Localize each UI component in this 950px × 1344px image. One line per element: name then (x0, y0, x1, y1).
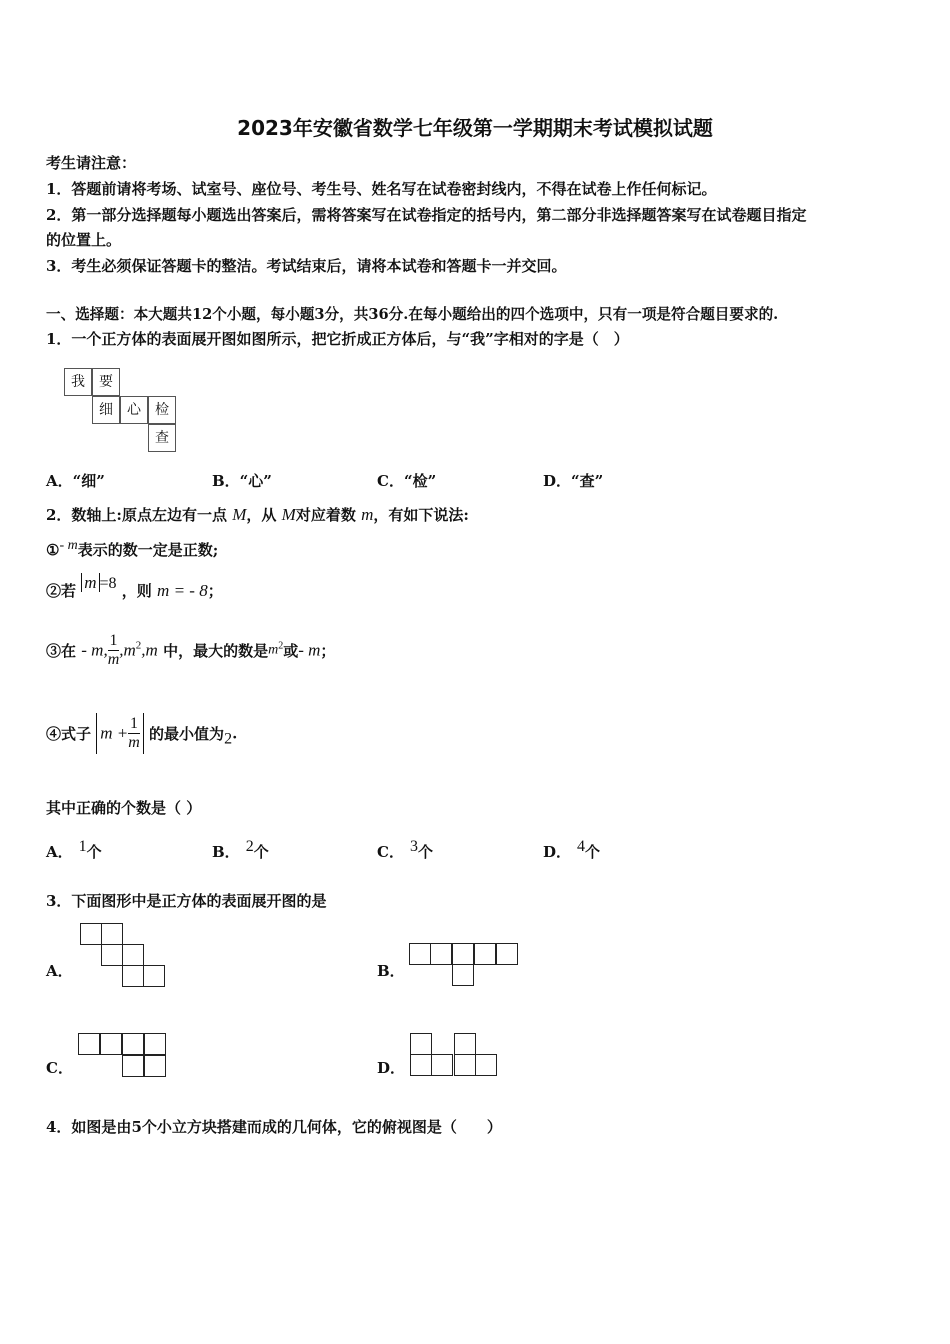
net-square (80, 923, 102, 945)
net-square (78, 1033, 100, 1055)
q2-statement-2 (46, 573, 223, 601)
net-cell: 要 (92, 368, 120, 396)
net-square (454, 1033, 476, 1055)
net-square (430, 943, 452, 965)
q1-option-a[interactable]: A．“细” (46, 472, 105, 490)
math: =8 (99, 575, 117, 592)
abs-expr (96, 713, 144, 754)
text: ； (320, 642, 336, 660)
q1-option-b[interactable]: B．“心” (212, 472, 272, 490)
text: . (232, 724, 238, 743)
net-square (452, 964, 474, 986)
text: 中，最大的数是 (163, 642, 269, 660)
option-unit: 个 (86, 843, 102, 861)
net-square (409, 943, 431, 965)
math: m (81, 573, 99, 592)
math: m = - 8 (157, 581, 208, 600)
fraction (128, 715, 140, 752)
math-sup: 2 (135, 639, 142, 652)
net-square (122, 944, 144, 966)
math: m + (100, 723, 129, 743)
net-cell: 细 (92, 396, 120, 424)
numerator: 1 (109, 632, 118, 649)
q2-question: 其中正确的个数是（ ） (46, 799, 202, 817)
text: 对应着数 (295, 506, 356, 524)
q1-option-d[interactable]: D．“查” (543, 472, 604, 490)
option-unit: 个 (585, 843, 601, 861)
page-title: 2023年安徽省数学七年级第一学期期末考试模拟试题 (237, 116, 713, 140)
text: 表示的数一定是正数; (77, 541, 219, 559)
q3-option-a[interactable]: A． (46, 962, 73, 980)
math-sup: 2 (278, 640, 284, 652)
q2-statement-4 (46, 713, 237, 754)
net-square (410, 1033, 432, 1055)
option-unit: 个 (417, 843, 433, 861)
text: 或 (283, 642, 299, 660)
q3-option-d[interactable]: D． (377, 1059, 406, 1077)
text: ④式子 (46, 725, 92, 743)
net-cell: 检 (148, 396, 176, 424)
math: - m (59, 538, 78, 553)
option-number: 2 (245, 838, 254, 855)
math-M: M (232, 505, 247, 524)
text: ① (46, 541, 60, 559)
net-square (452, 943, 474, 965)
math: ,m (141, 640, 158, 660)
notice-heading: 考生请注意： (46, 154, 137, 172)
option-letter: A． (46, 843, 73, 861)
denominator: m (107, 651, 120, 668)
text: ，则 (121, 582, 152, 600)
q2-option-d[interactable] (543, 838, 600, 862)
net-square (410, 1054, 432, 1076)
q2-option-b[interactable] (212, 838, 269, 862)
math: - m (298, 640, 321, 660)
option-letter: C． (377, 843, 404, 861)
q2-stem (46, 504, 469, 525)
net-square (144, 1033, 166, 1055)
q3-option-b[interactable]: B． (377, 962, 405, 980)
net-square (101, 944, 123, 966)
option-number: 1 (78, 838, 87, 855)
net-square (122, 965, 144, 987)
net-square (101, 923, 123, 945)
text: ③在 (46, 642, 77, 660)
q4-stem: 4．如图是由5个小立方块搭建而成的几何体，它的俯视图是（ ） (46, 1118, 502, 1136)
text: ； (207, 582, 223, 600)
net-cell: 查 (148, 424, 176, 452)
denominator: m (128, 734, 140, 751)
notice-item-1: 1．答题前请将考场、试室号、座位号、考生号、姓名写在试卷密封线内，不得在试卷上作任何标记。 (46, 180, 717, 198)
q2-statement-3 (46, 632, 335, 669)
option-unit: 个 (253, 843, 269, 861)
net-square (100, 1033, 122, 1055)
net-square (474, 943, 496, 965)
math: 2 (224, 730, 233, 748)
q3-stem: 3．下面图形中是正方体的表面展开图的是 (46, 892, 327, 910)
math: - m, (81, 640, 108, 660)
text: 的最小值为 (149, 725, 225, 743)
q3-option-c[interactable]: C． (46, 1059, 73, 1077)
option-letter: B． (212, 843, 240, 861)
net-square (475, 1054, 497, 1076)
net-cell: 我 (64, 368, 92, 396)
net-square (496, 943, 518, 965)
section-heading: 一、选择题：本大题共12个小题，每小题3分，共36分.在每小题给出的四个选项中，只有一项是符合题目要求的. (46, 306, 779, 323)
numerator: 1 (130, 715, 139, 732)
option-number: 4 (577, 838, 586, 855)
net-square (122, 1055, 144, 1077)
q2-option-a[interactable] (46, 838, 102, 862)
text: ，从 (246, 506, 277, 524)
text: ，有如下说法: (373, 506, 469, 524)
net-cell: 心 (120, 396, 148, 424)
notice-item-2-cont: 的位置上。 (46, 231, 122, 249)
net-square (122, 1033, 144, 1055)
net-square (454, 1054, 476, 1076)
math: m (268, 642, 279, 658)
math: ,m (119, 640, 136, 660)
text: ②若 (46, 582, 77, 600)
net-square (431, 1054, 453, 1076)
notice-item-3: 3．考生必须保证答题卡的整洁。考试结束后，请将本试卷和答题卡一并交回。 (46, 257, 567, 275)
q2-option-c[interactable] (377, 838, 433, 862)
text: 2．数轴上:原点左边有一点 (46, 506, 227, 524)
abs-expr (81, 573, 116, 593)
q1-option-c[interactable]: C．“检” (377, 472, 437, 490)
net-square (144, 1055, 166, 1077)
option-letter: D． (543, 843, 572, 861)
q1-stem: 1．一个正方体的表面展开图如图所示，把它折成正方体后，与“我”字相对的字是（ ） (46, 330, 629, 348)
net-square (143, 965, 165, 987)
option-number: 3 (409, 838, 418, 855)
q2-statement-1 (46, 538, 218, 560)
math-m: m (361, 505, 374, 524)
math-M: M (281, 505, 296, 524)
fraction (108, 632, 120, 669)
notice-item-2: 2．第一部分选择题每小题选出答案后，需将答案写在试卷指定的括号内，第二部分非选择题答案写在试卷题目指定 (46, 206, 807, 224)
